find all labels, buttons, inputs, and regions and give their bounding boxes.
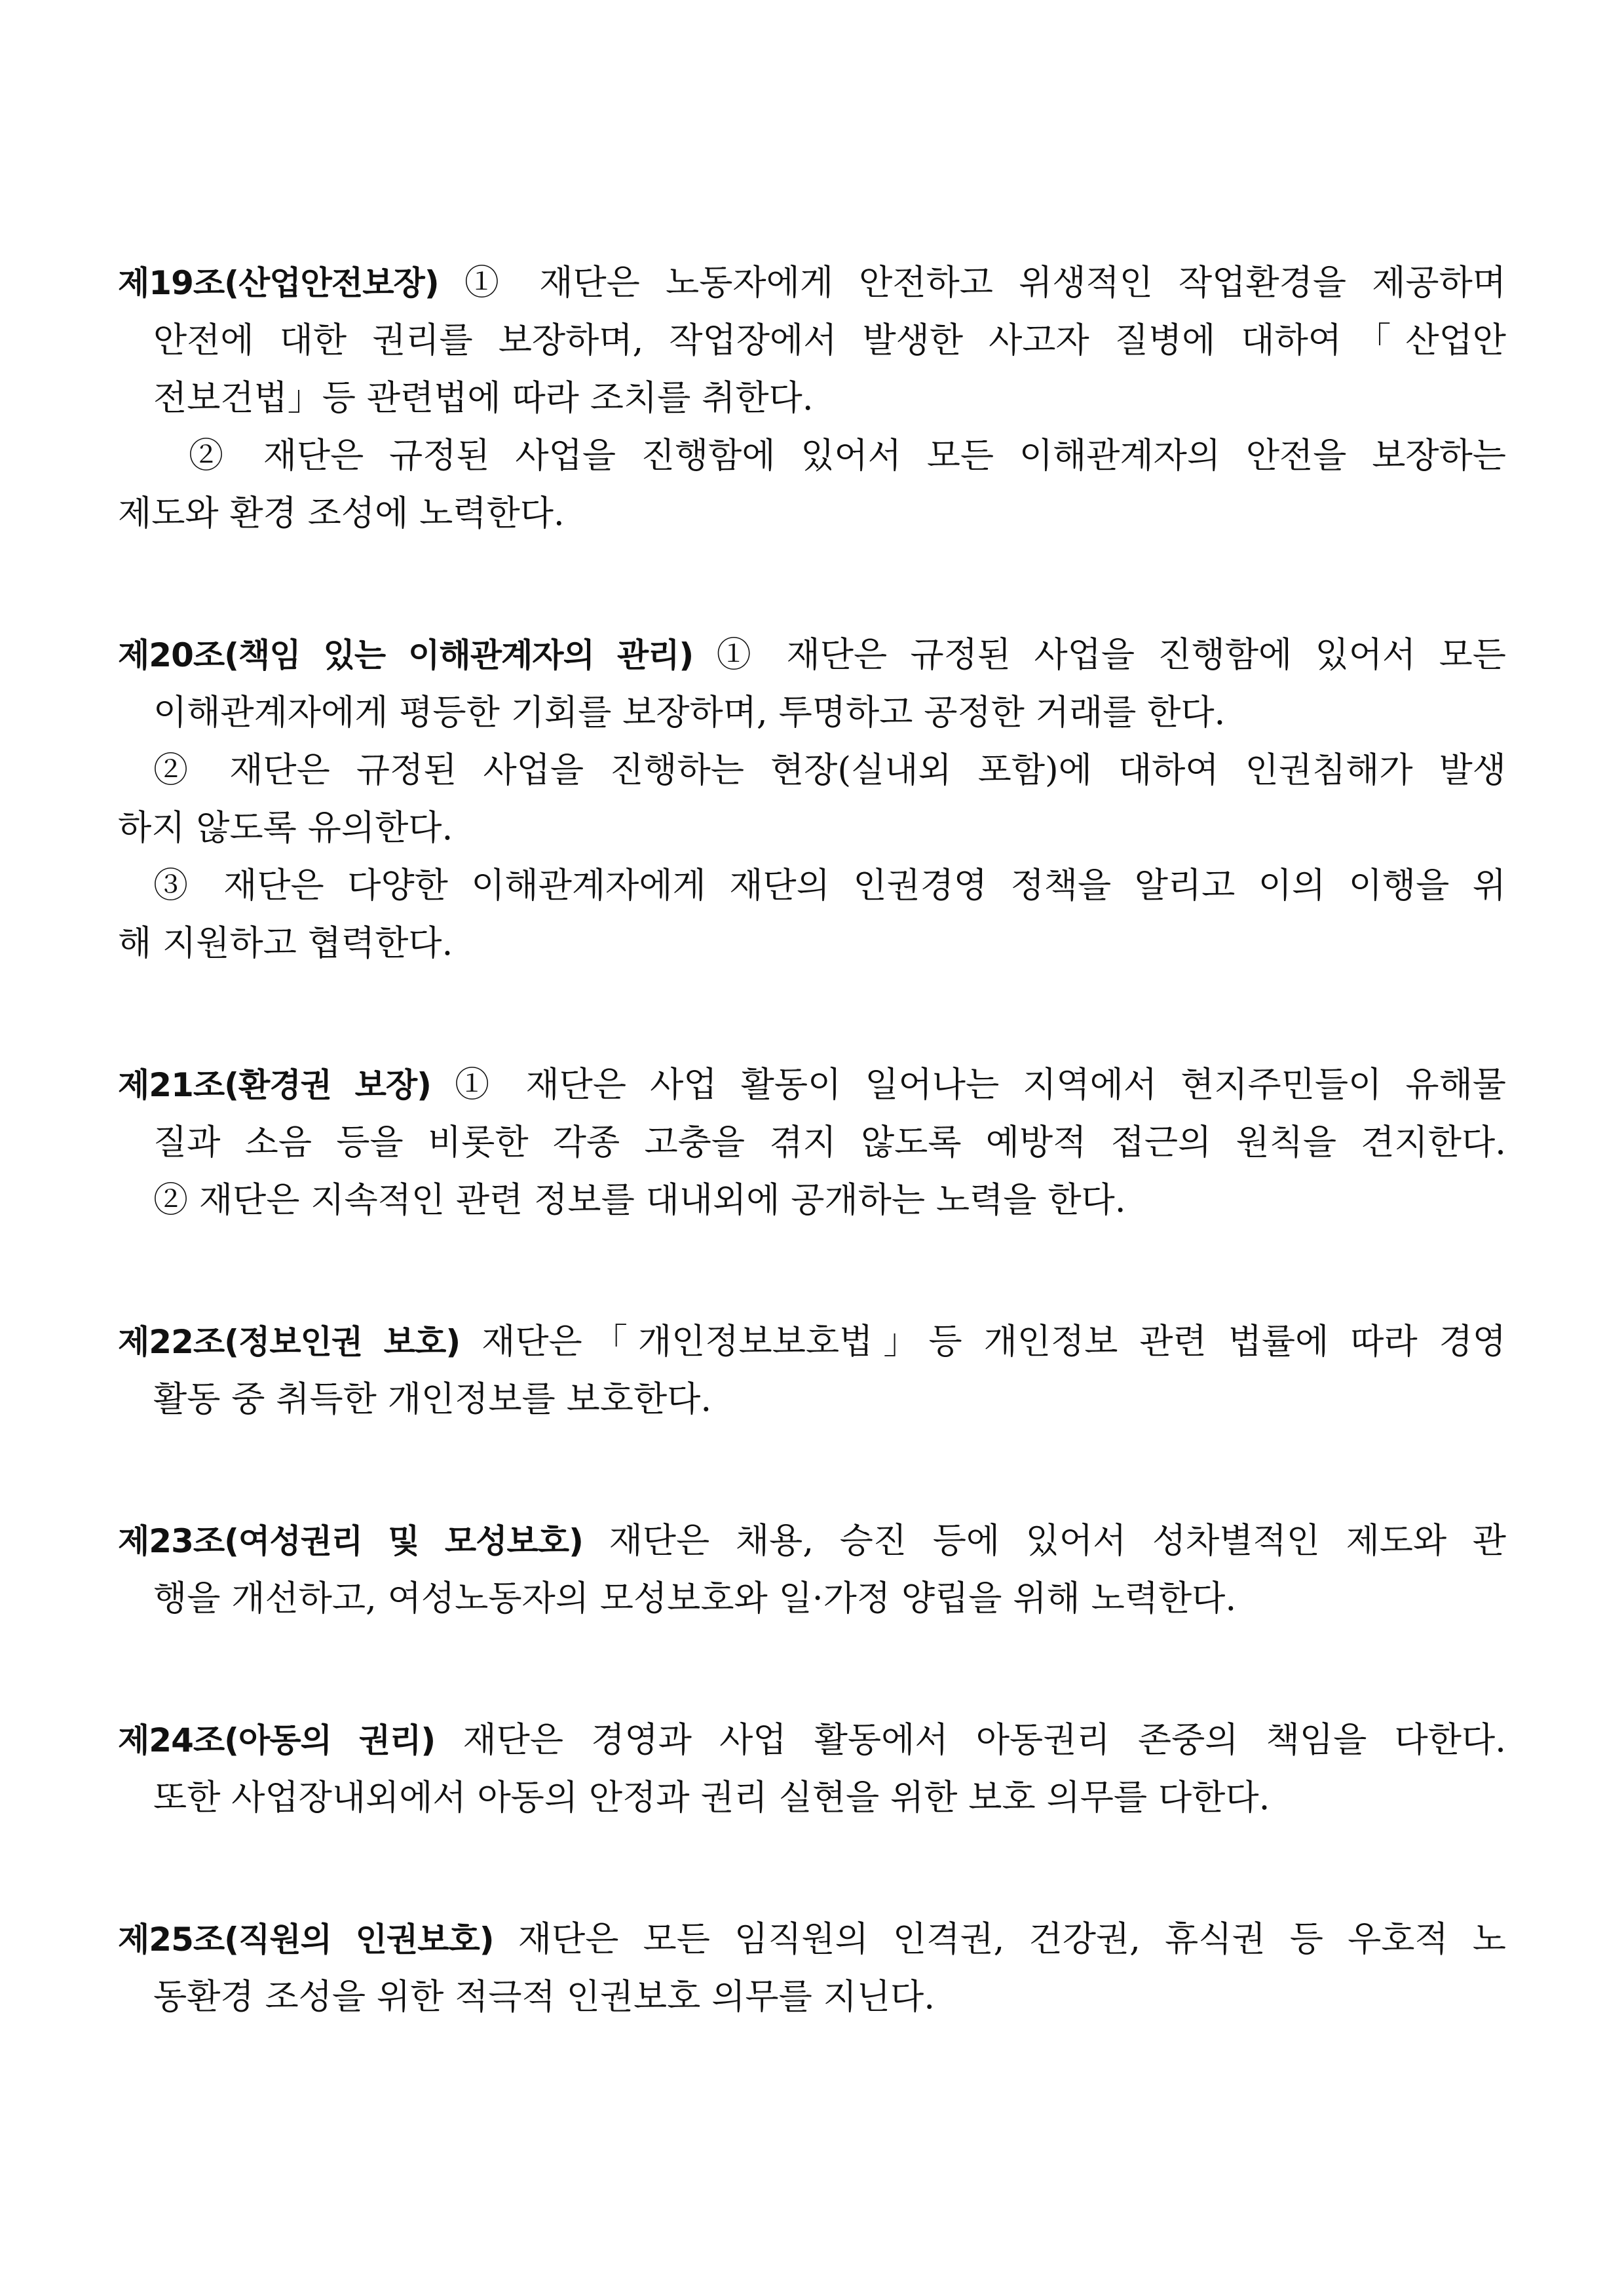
article-text: 재단은 채용, 승진 등에 있어서 성차별적인 제도와 관 (582, 1521, 1506, 1561)
article-line: 질과 소음 등을 비롯한 각종 고충을 겪지 않도록 예방적 접근의 원칙을 견지한다. (153, 1122, 1506, 1162)
article-line: 활동 중 취득한 개인정보를 보호한다. (153, 1379, 712, 1419)
article-19 (118, 254, 1506, 543)
article-heading: 제23조(여성권리 및 모성보호) (118, 1522, 583, 1560)
article-line: ③ 재단은 다양한 이해관계자에게 재단의 인권경영 정책을 알리고 이의 이행을 위 (153, 866, 1506, 906)
article-heading: 제25조(직원의 인권보호) (118, 1921, 494, 1959)
article-line (118, 626, 1506, 684)
article-heading: 제19조(산업안전보장) (118, 264, 439, 302)
article-line: ② 재단은 규정된 사업을 진행하는 현장(실내외 포함)에 대하여 인권침해가 발생 (153, 750, 1506, 790)
article-21 (118, 1056, 1506, 1229)
article-line: 안전에 대한 권리를 보장하며, 작업장에서 발생한 사고자 질병에 대하여「산업안 (153, 320, 1506, 360)
article-heading: 제21조(환경권 보장) (118, 1066, 432, 1104)
article-line (118, 1911, 1506, 1968)
article-23 (118, 1512, 1506, 1628)
article-line (118, 1712, 1506, 1769)
article-line: ② 재단은 규정된 사업을 진행함에 있어서 모든 이해관계자의 안전을 보장하는 (189, 436, 1506, 476)
article-line: 하지 않도록 유의한다. (118, 808, 453, 848)
article-heading: 제22조(정보인권 보호) (118, 1323, 461, 1361)
article-line (118, 1056, 1506, 1114)
article-22 (118, 1313, 1506, 1428)
article-text: ① 재단은 규정된 사업을 진행함에 있어서 모든 (693, 635, 1506, 675)
article-text: ① 재단은 노동자에게 안전하고 위생적인 작업환경을 제공하며 (438, 263, 1506, 303)
article-text: 재단은 경영과 사업 활동에서 아동권리 존중의 책임을 다한다. (435, 1720, 1506, 1760)
article-line (118, 1512, 1506, 1570)
article-line (118, 1313, 1506, 1371)
article-line: 또한 사업장내외에서 아동의 안정과 권리 실현을 위한 보호 의무를 다한다. (153, 1778, 1270, 1818)
article-20 (118, 626, 1506, 972)
article-line: ② 재단은 지속적인 관련 정보를 대내외에 공개하는 노력을 한다. (153, 1180, 1126, 1220)
article-heading: 제24조(아동의 권리) (118, 1721, 436, 1759)
article-line: 이해관계자에게 평등한 기회를 보장하며, 투명하고 공정한 거래를 한다. (153, 693, 1226, 733)
article-line: 전보건법」등 관련법에 따라 조치를 취한다. (153, 378, 814, 418)
article-line: 행을 개선하고, 여성노동자의 모성보호와 일·가정 양립을 위해 노력한다. (153, 1578, 1237, 1618)
article-line: 동환경 조성을 위한 적극적 인권보호 의무를 지닌다. (153, 1977, 935, 2017)
article-24 (118, 1712, 1506, 1827)
article-25 (118, 1911, 1506, 2026)
article-text: 재단은 모든 임직원의 인격권, 건강권, 휴식권 등 우호적 노 (493, 1919, 1507, 1959)
article-line: 해 지원하고 협력한다. (118, 923, 453, 963)
article-heading: 제20조(책임 있는 이해관계자의 관리) (118, 636, 694, 674)
article-text: 재단은「개인정보보호법」등 개인정보 관련 법률에 따라 경영 (460, 1322, 1506, 1362)
article-text: ① 재단은 사업 활동이 일어나는 지역에서 현지주민들이 유해물 (431, 1065, 1506, 1105)
article-line (118, 254, 1506, 312)
article-line: 제도와 환경 조성에 노력한다. (118, 493, 565, 533)
